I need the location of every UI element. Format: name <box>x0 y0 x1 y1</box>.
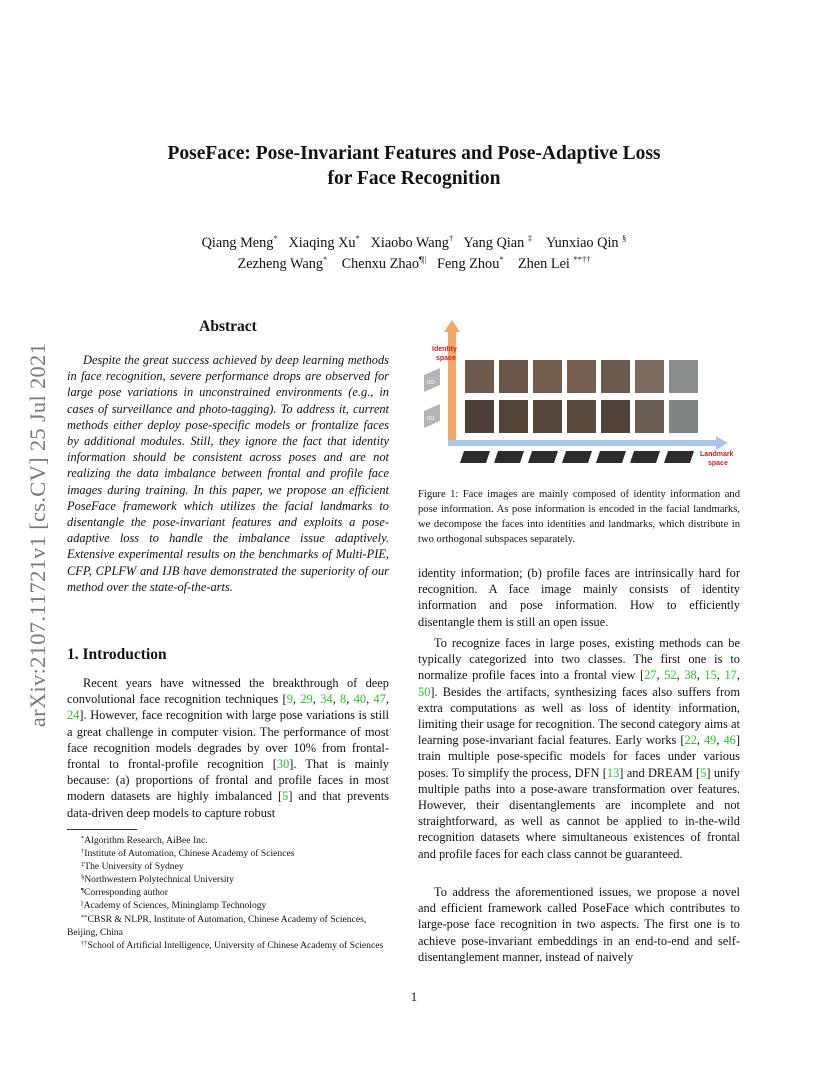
figure-1 <box>418 320 740 470</box>
citation-link[interactable]: 9 <box>286 692 293 707</box>
face-thumbnail <box>499 360 528 393</box>
face-row-id2 <box>465 360 698 393</box>
face-thumbnail <box>601 400 630 433</box>
landmark-tiles <box>460 451 694 463</box>
face-thumbnail <box>669 400 698 433</box>
affil-mark: **†† <box>573 254 591 264</box>
author: Zhen Lei <box>517 256 570 272</box>
footnote: **CBSR & NLPR, Institute of Automation, Chinese Academy of Sciences, Beijing, China <box>67 913 367 938</box>
author-list <box>90 233 738 275</box>
citation-link[interactable]: 52 <box>664 668 677 683</box>
author: Xiaqing Xu <box>288 235 356 251</box>
footnote: ||Academy of Sciences, Mininglamp Technology <box>81 900 267 912</box>
footnote: §Northwestern Polytechnical University <box>81 874 234 886</box>
citation-link[interactable]: 47 <box>373 692 386 707</box>
face-thumbnail <box>635 360 664 393</box>
landmark-tile <box>664 451 694 463</box>
right-paragraph-2: To recognize faces in large poses, existing methods can be typically categorized into two classes. The first one is to normalize profile faces into a frontal view [27, 52, 38, 15, 17, 50]. Besides the artifacts, synthesizing faces also suffers from extra computations as well as loss of identity information, limiting their usage for recognition. The second category aims at learning pose-invariant facial features. Early works [22, 49, 46] train multiple pose-specific models for faces under various poses. To simplify the process, DFN [13] and DREAM [5] unify multiple paths into a pose-aware transformation over features. However, their disentanglements are incomplete and not straightforward, as well as cannot be applied to in-the-wild recognition datasets where simultaneous existences of frontal and profile faces for each class cannot be guaranteed. <box>418 636 741 861</box>
author: Chenxu Zhao <box>341 256 419 272</box>
page-number: 1 <box>410 990 418 1004</box>
face-thumbnail <box>669 360 698 393</box>
footnote: ‡The University of Sydney <box>81 861 184 873</box>
title-line-1: PoseFace: Pose-Invariant Features and Pose-Adaptive Loss <box>167 143 661 164</box>
face-thumbnail <box>499 400 528 433</box>
landmark-tile <box>630 451 660 463</box>
author: Xiaobo Wang <box>370 235 449 251</box>
citation-link[interactable]: 50 <box>418 684 431 699</box>
landmark-tile <box>460 451 490 463</box>
citation-link[interactable]: 15 <box>704 668 717 683</box>
intro-paragraph: Recent years have witnessed the breakthrough of deep convolutional face recognition techniques [9, 29, 34, 8, 40, 47, 24]. However, face recognition with large pose variations is still a great challenge in computer vision. The performance of most face recognition models degrades by over 10% from frontal-frontal to frontal-profile recognition [30]. That is mainly because: (a) proportions of frontal and profile faces in most modern datasets are highly imbalanced [5] and that prevents data-driven deep models to capture robust <box>67 676 390 820</box>
citation-link[interactable]: 5 <box>700 765 707 780</box>
affil-mark: * <box>499 254 504 264</box>
citation-link[interactable]: 13 <box>606 765 620 780</box>
svg-text:ID2: ID2 <box>427 380 435 386</box>
author-line-1 <box>90 233 738 254</box>
identity-axis-arrowhead <box>444 320 460 332</box>
affil-mark: § <box>622 233 627 243</box>
footnote-rule <box>67 829 137 830</box>
author: Zezheng Wang <box>237 256 324 272</box>
author: Qiang Meng <box>201 235 274 251</box>
citation-link[interactable]: 40 <box>353 692 367 707</box>
citation-link[interactable]: 29 <box>300 692 313 707</box>
identity-axis-label: Identity <box>432 346 457 353</box>
landmark-tile <box>528 451 558 463</box>
landmark-tile <box>494 451 524 463</box>
landmark-axis-label: Landmark <box>700 451 734 458</box>
face-thumbnail <box>567 360 596 393</box>
footnote: †Institute of Automation, Chinese Academy of Sciences <box>81 848 295 860</box>
right-paragraph-3: To address the aforementioned issues, we propose a novel and efficient framework called PoseFace which contributes to large-pose face recognition in two aspects. The first one is to achieve pose-invariant embeddings in an end-to-end and self-disentanglement manner, instead of naively <box>418 885 740 964</box>
title-line-2: for Face Recognition <box>327 168 501 189</box>
citation-link[interactable]: 24 <box>67 708 80 723</box>
landmark-axis-arrowhead <box>716 436 728 450</box>
landmark-tile <box>562 451 592 463</box>
arxiv-stamp-text: arXiv:2107.11721v1 [cs.CV] 25 Jul 2021 <box>25 342 50 728</box>
landmark-axis-label-2: space <box>708 460 728 467</box>
abstract-text: Despite the great success achieved by deep learning methods in face recognition, severe performance drops are observed for large pose variations in unconstrained environments (e.g., in cases of surveillance and photo-tagging). To address it, current methods either deploy pose-specific models or frontalize faces by additional modules. Still, they ignore the fact that identity information should be consistent across poses and are not realizing the data imbalance between frontal and profile face images during training. In this paper, we propose an efficient PoseFace framework which utilizes the facial landmarks to disentangle the pose-invariant features and exploits a pose-adaptive loss to handle the imbalance issue adaptively. Extensive experimental results on the benchmarks of Multi-PIE, CFP, CPLFW and IJB have demonstrated the superiority of our method over the state-of-the-arts. <box>67 353 389 594</box>
affil-mark: * <box>323 254 328 264</box>
citation-link[interactable]: 49 <box>703 733 717 748</box>
citation-link[interactable]: 17 <box>724 668 737 683</box>
affil-mark: * <box>273 233 278 243</box>
face-thumbnail <box>533 360 562 393</box>
right-paragraph-1: identity information; (b) profile faces are intrinsically hard for recognition. A face image mainly consists of identity information and pose information. How to efficiently disentangle them is still an open issue. <box>418 566 740 629</box>
identity-axis-label-2: space <box>436 355 456 362</box>
arxiv-stamp <box>18 300 58 770</box>
footnote: *Algorithm Research, AiBee Inc. <box>81 835 208 846</box>
affil-mark: † <box>448 233 454 243</box>
paper-title <box>100 141 728 191</box>
affil-mark: ¶|| <box>419 254 427 264</box>
author: Yunxiao Qin <box>545 235 619 251</box>
citation-link[interactable]: 8 <box>340 692 347 707</box>
face-thumbnail <box>533 400 562 433</box>
face-thumbnail <box>567 400 596 433</box>
citation-link[interactable]: 5 <box>282 789 289 804</box>
landmark-tile <box>596 451 626 463</box>
citation-link[interactable]: 27 <box>644 668 657 683</box>
abstract-heading: Abstract <box>199 318 257 335</box>
svg-text:ID1: ID1 <box>427 416 435 422</box>
author: Feng Zhou <box>437 256 500 272</box>
author-line-2 <box>90 254 738 275</box>
figure-caption: Figure 1: Face images are mainly composed of identity information and pose information. As pose information is encoded in the facial landmarks, we decompose the faces into identities and landmarks, which distribute in two orthogonal subspaces separately. <box>418 489 740 545</box>
citation-link[interactable]: 34 <box>320 692 333 707</box>
intro-heading: 1. Introduction <box>67 646 167 663</box>
citation-link[interactable]: 22 <box>684 733 697 748</box>
face-thumbnail <box>635 400 664 433</box>
landmark-axis <box>448 440 718 446</box>
citation-link[interactable]: 30 <box>276 757 290 772</box>
author: Yang Qian <box>463 235 525 251</box>
citation-link[interactable]: 38 <box>684 668 697 683</box>
affil-mark: * <box>355 233 360 243</box>
affil-mark: ‡ <box>527 233 533 243</box>
footnotes <box>67 834 389 952</box>
footnote: ¶Corresponding author <box>81 887 168 899</box>
face-thumbnail <box>465 360 494 393</box>
face-row-id1 <box>465 400 698 433</box>
face-thumbnail <box>465 400 494 433</box>
footnote: ††School of Artificial Intelligence, University of Chinese Academy of Sciences <box>81 939 384 951</box>
face-thumbnail <box>601 360 630 393</box>
citation-link[interactable]: 46 <box>723 733 736 748</box>
